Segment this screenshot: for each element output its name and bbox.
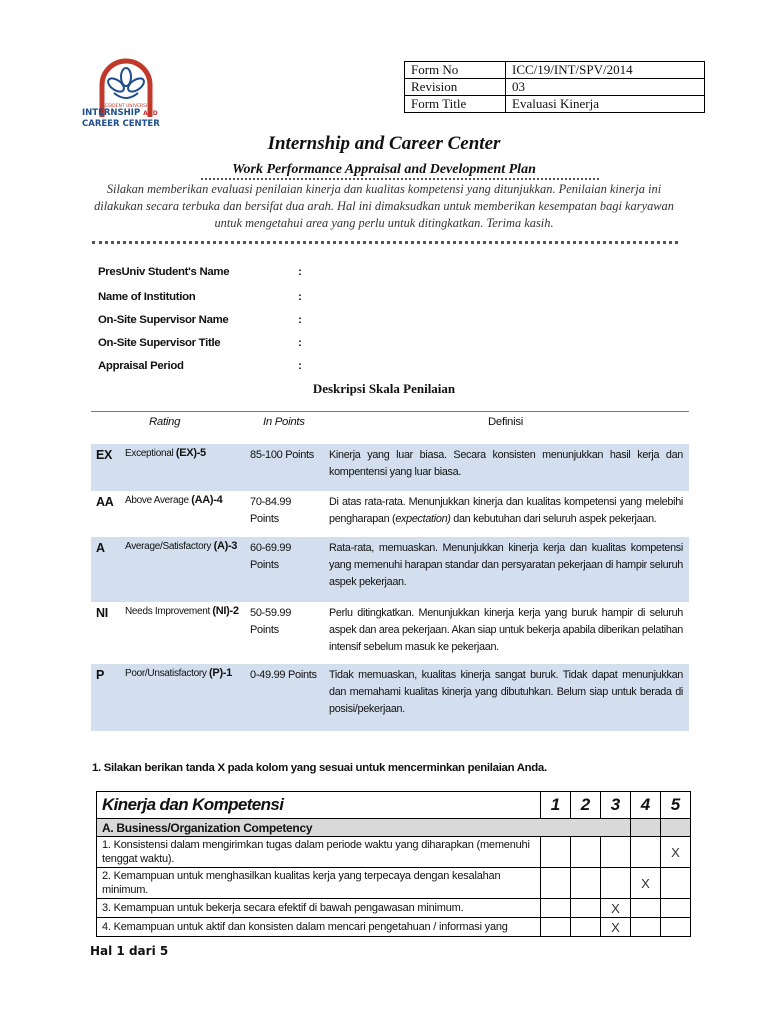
score-column-1: 1 bbox=[541, 792, 571, 819]
header-definition: Definisi bbox=[488, 416, 523, 428]
rating-scale-table bbox=[91, 411, 689, 715]
rating-name: Above Average (AA)-4 bbox=[125, 494, 223, 506]
score-cell[interactable] bbox=[601, 837, 631, 868]
score-cell[interactable] bbox=[661, 868, 691, 899]
form-info-value: Evaluasi Kinerja bbox=[506, 96, 705, 113]
rating-definition: Di atas rata-rata. Menunjukkan kinerja dan kualitas kompetensi yang melebihi pengharapan (expectation) dan kebutuhan dari seluruh aspek pekerjaan. bbox=[329, 496, 683, 525]
score-cell[interactable]: X bbox=[601, 918, 631, 937]
rating-code: AA bbox=[96, 495, 114, 509]
form-info-row bbox=[405, 62, 705, 79]
score-cell[interactable] bbox=[571, 899, 601, 918]
score-column-2: 2 bbox=[571, 792, 601, 819]
field-supervisor-name: On-Site Supervisor Name bbox=[98, 314, 229, 326]
score-column-5: 5 bbox=[661, 792, 691, 819]
section-cell bbox=[631, 819, 661, 837]
logo-and: AND bbox=[143, 110, 158, 117]
score-cell[interactable] bbox=[601, 868, 631, 899]
score-cell[interactable]: X bbox=[661, 837, 691, 868]
rating-points: 70-84.99 Points bbox=[250, 496, 292, 525]
scale-row bbox=[91, 444, 689, 491]
rating-definition: Perlu ditingkatkan. Menunjukkan kinerja kerja yang buruk hampir di seluruh aspek dan area pekerjaan. Akan siap untuk bekerja apabila diberikan pelatihan intensif sebelum masuk ke pekerjaan. bbox=[329, 607, 683, 653]
rating-name: Poor/Unsatisfactory (P)-1 bbox=[125, 667, 232, 679]
rating-code: A bbox=[96, 541, 105, 555]
rating-points: 60-69.99 Points bbox=[250, 542, 292, 571]
scale-row bbox=[91, 602, 689, 664]
competency-item-text: 4. Kemampuan untuk aktif dan konsisten dalam mencari pengetahuan / informasi yang bbox=[97, 918, 541, 937]
field-colon[interactable]: : bbox=[298, 291, 302, 303]
section-row bbox=[97, 819, 691, 837]
section-cell bbox=[661, 819, 691, 837]
score-cell[interactable] bbox=[571, 868, 601, 899]
competency-item-row bbox=[97, 918, 691, 937]
header-rating: Rating bbox=[149, 416, 181, 428]
page-title: Internship and Career Center bbox=[267, 133, 501, 154]
logo-line2: CAREER CENTER bbox=[82, 119, 160, 129]
rating-name: Exceptional (EX)-5 bbox=[125, 447, 206, 459]
field-colon[interactable]: : bbox=[298, 266, 302, 278]
rating-name: Needs Improvement (NI)-2 bbox=[125, 605, 239, 617]
form-info-value: 03 bbox=[506, 79, 705, 96]
divider bbox=[92, 241, 678, 244]
score-column-3: 3 bbox=[601, 792, 631, 819]
rating-name: Average/Satisfactory (A)-3 bbox=[125, 540, 238, 552]
score-cell[interactable]: X bbox=[631, 868, 661, 899]
field-colon[interactable]: : bbox=[298, 360, 302, 372]
score-cell[interactable] bbox=[571, 918, 601, 937]
score-cell[interactable] bbox=[541, 868, 571, 899]
page-subtitle: Work Performance Appraisal and Development Plan bbox=[232, 162, 536, 177]
rating-definition: Rata-rata, memuaskan. Menunjukkan kinerja kerja dan kualitas kompetensi yang memenuhi harapan standar dan persyaratan pekerjaan di hampir seluruh aspek pekerjaan. bbox=[329, 542, 683, 588]
score-cell[interactable] bbox=[661, 918, 691, 937]
rating-points: 0-49.99 Points bbox=[250, 669, 317, 681]
scale-row bbox=[91, 664, 689, 731]
form-info-key: Form Title bbox=[405, 96, 506, 113]
competency-item-row bbox=[97, 868, 691, 899]
score-cell[interactable] bbox=[661, 899, 691, 918]
logo-line1: INTERNSHIP bbox=[82, 108, 141, 118]
rating-code: P bbox=[96, 668, 105, 682]
competency-item-row bbox=[97, 837, 691, 868]
score-cell[interactable] bbox=[631, 899, 661, 918]
section-title: A. Business/Organization Competency bbox=[97, 819, 631, 837]
scale-title: Deskripsi Skala Penilaian bbox=[312, 381, 456, 396]
rating-definition: Tidak memuaskan, kualitas kinerja sangat buruk. Tidak dapat menunjukkan dan memahami kualitas kinerja yang dibutuhkan. Belum siap untuk berada di posisi/pekerjaan. bbox=[329, 669, 683, 715]
rating-definition: Kinerja yang luar biasa. Secara konsisten menunjukkan hasil kerja dan kompentensi yang luar biasa. bbox=[329, 449, 683, 478]
competency-item-text: 3. Kemampuan untuk bekerja secara efektif di bawah pengawasan minimum. bbox=[97, 899, 541, 918]
rating-code: EX bbox=[96, 448, 113, 462]
logo-university: PRESIDENT UNIVERSITY bbox=[99, 104, 153, 109]
intro-text: Silakan memberikan evaluasi penilaian kinerja dan kualitas kompetensi yang ditunjukkan. Penilaian kinerja ini dilakukan secara terbuka dan bersifat dua arah. Hal ini dimaksudkan untuk memberikan kesempatan bagi karyawan untuk mengetahui area yang perlu untuk ditingkatkan. Terima kasih. bbox=[94, 182, 674, 230]
form-info-table bbox=[404, 61, 705, 113]
competency-header: Kinerja dan Kompetensi bbox=[97, 792, 541, 819]
score-cell[interactable] bbox=[541, 899, 571, 918]
rating-points: 85-100 Points bbox=[250, 449, 314, 461]
header-points: In Points bbox=[263, 416, 305, 428]
field-student-name: PresUniv Student's Name bbox=[98, 266, 230, 278]
score-cell[interactable] bbox=[571, 837, 601, 868]
instruction-text: 1. Silakan berikan tanda X pada kolom yang sesuai untuk mencerminkan penilaian Anda. bbox=[92, 762, 547, 774]
score-cell[interactable] bbox=[541, 918, 571, 937]
field-appraisal-period: Appraisal Period bbox=[98, 360, 184, 372]
score-cell[interactable]: X bbox=[601, 899, 631, 918]
competency-item-text: 2. Kemampuan untuk menghasilkan kualitas kerja yang terpecaya dengan kesalahan minimum. bbox=[97, 868, 541, 899]
field-colon[interactable]: : bbox=[298, 337, 302, 349]
scale-row bbox=[91, 537, 689, 602]
scale-header bbox=[91, 411, 689, 446]
form-info-key: Revision bbox=[405, 79, 506, 96]
form-info-value: ICC/19/INT/SPV/2014 bbox=[506, 62, 705, 79]
score-cell[interactable] bbox=[631, 918, 661, 937]
field-colon[interactable]: : bbox=[298, 314, 302, 326]
page-footer: Hal 1 dari 5 bbox=[90, 944, 169, 958]
score-cell[interactable] bbox=[541, 837, 571, 868]
scale-row bbox=[91, 491, 689, 537]
competency-item-row bbox=[97, 899, 691, 918]
divider bbox=[201, 178, 599, 180]
rating-points: 50-59.99 Points bbox=[250, 607, 292, 636]
form-info-row bbox=[405, 79, 705, 96]
form-info-key: Form No bbox=[405, 62, 506, 79]
rating-code: NI bbox=[96, 606, 108, 620]
score-cell[interactable] bbox=[631, 837, 661, 868]
form-info-row bbox=[405, 96, 705, 113]
field-institution: Name of Institution bbox=[98, 291, 196, 303]
competency-header-row bbox=[97, 792, 691, 819]
competency-table bbox=[96, 791, 691, 937]
logo-text bbox=[82, 108, 177, 129]
competency-item-text: 1. Konsistensi dalam mengirimkan tugas dalam periode waktu yang diharapkan (memenuhi tenggat waktu). bbox=[97, 837, 541, 868]
score-column-4: 4 bbox=[631, 792, 661, 819]
field-supervisor-title: On-Site Supervisor Title bbox=[98, 337, 221, 349]
